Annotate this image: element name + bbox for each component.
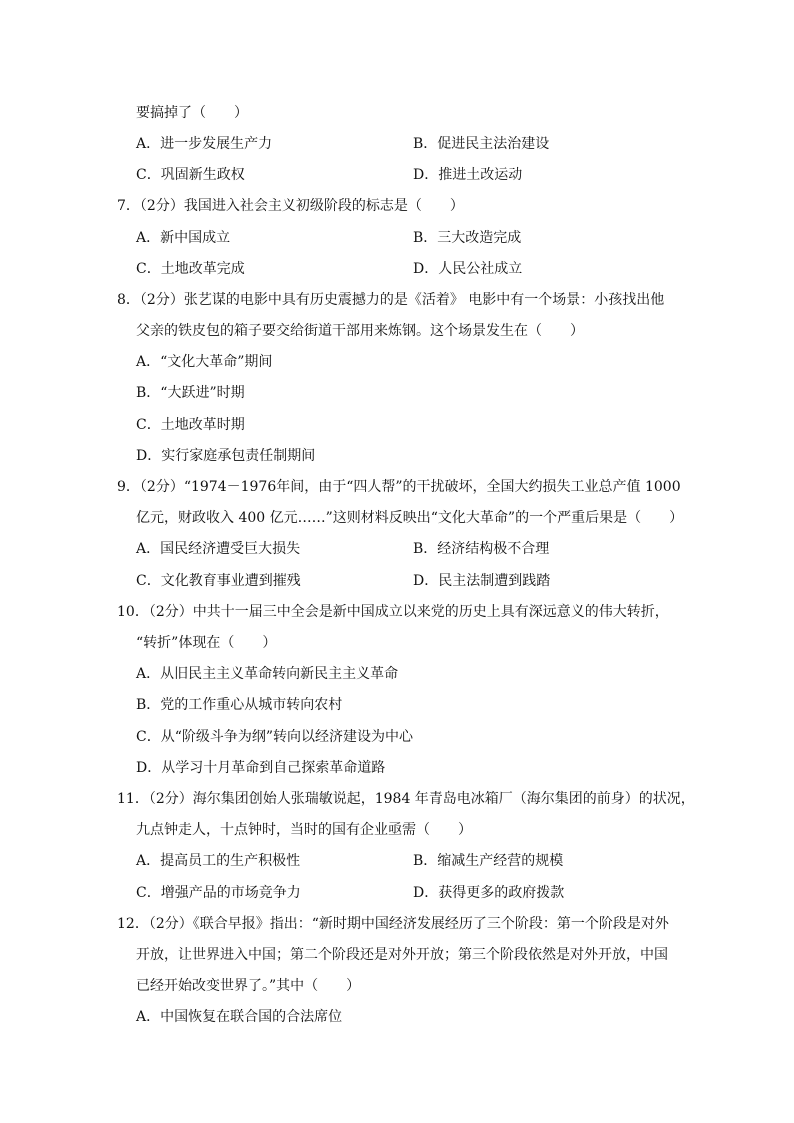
question-12-option-a: A．中国恢复在联合国的合法席位 [136,1009,343,1025]
question-9-stem: 9．（2分）“1974－1976年间，由于“四人帮”的干扰破坏，全国大约损失工业总产值 1000 [117,479,681,495]
question-6-option-d: D．推进土改运动 [413,167,523,183]
question-10-option-d: D．从学习十月革命到自己探索革命道路 [136,760,386,776]
question-10-stem-continuation: “转折”体现在（ ） [136,635,277,651]
question-11-stem-continuation: 九点钟走人，十点钟时，当时的国有企业亟需（ ） [136,822,472,838]
question-8-option-b: B．“大跃进”时期 [136,385,245,401]
question-8-stem-continuation: 父亲的铁皮包的箱子要交给街道干部用来炼钢。这个场景发生在（ ） [136,323,584,339]
question-8-option-d: D．实行家庭承包责任制期间 [136,448,316,464]
question-11-option-d: D．获得更多的政府拨款 [413,885,565,901]
question-7-option-d: D．人民公社成立 [413,261,523,277]
question-11-stem: 11．（2分）海尔集团创始人张瑞敏说起，1984 年青岛电冰箱厂（海尔集团的前身）的状况， [117,791,695,807]
question-12-stem: 12．（2分）《联合早报》指出：“新时期中国经济发展经历了三个阶段：第一个阶段是对外 [117,916,669,932]
question-10-option-a: A．从旧民主主义革命转向新民主主义革命 [136,666,399,682]
question-7-option-c: C．土地改革完成 [136,261,245,277]
question-10-stem: 10．（2分）中共十一届三中全会是新中国成立以来党的历史上具有深远意义的伟大转折， [117,604,669,620]
question-9-option-c: C．文化教育事业遭到摧残 [136,573,301,589]
question-7-option-b: B．三大改造完成 [413,230,522,246]
question-6-stem-continuation: 要搞掉了（ ） [136,105,248,121]
question-9-option-a: A．国民经济遭受巨大损失 [136,541,301,557]
question-8-stem: 8．（2分）张艺谋的电影中具有历史震撼力的是《活着》 电影中有一个场景：小孩找出他 [117,292,665,308]
question-6-option-c: C．巩固新生政权 [136,167,245,183]
question-11-option-c: C．增强产品的市场竞争力 [136,885,301,901]
question-7-stem: 7．（2分）我国进入社会主义初级阶段的标志是（ ） [117,198,464,214]
question-6-option-b: B．促进民主法治建设 [413,136,550,152]
question-9-option-d: D．民主法制遭到践踏 [413,573,551,589]
question-9-stem-continuation: 亿元，财政收入 400 亿元……”这则材料反映出“文化大革命”的一个严重后果是（ ） [136,510,684,526]
question-12-stem-continuation-2: 已经开始改变世界了。”其中（ ） [136,978,361,994]
question-6-option-a: A．进一步发展生产力 [136,136,273,152]
question-8-option-a: A．“文化大革命”期间 [136,354,273,370]
question-7-option-a: A．新中国成立 [136,230,231,246]
question-10-option-c: C．从“阶级斗争为纲”转向以经济建设为中心 [136,729,414,745]
question-10-option-b: B．党的工作重心从城市转向农村 [136,697,343,713]
question-11-option-b: B．缩减生产经营的规模 [413,853,564,869]
question-9-option-b: B．经济结构极不合理 [413,541,550,557]
question-12-stem-continuation-1: 开放，让世界进入中国；第二个阶段还是对外开放；第三个阶段依然是对外开放，中国 [136,947,668,963]
question-11-option-a: A．提高员工的生产积极性 [136,853,301,869]
question-8-option-c: C．土地改革时期 [136,417,245,433]
